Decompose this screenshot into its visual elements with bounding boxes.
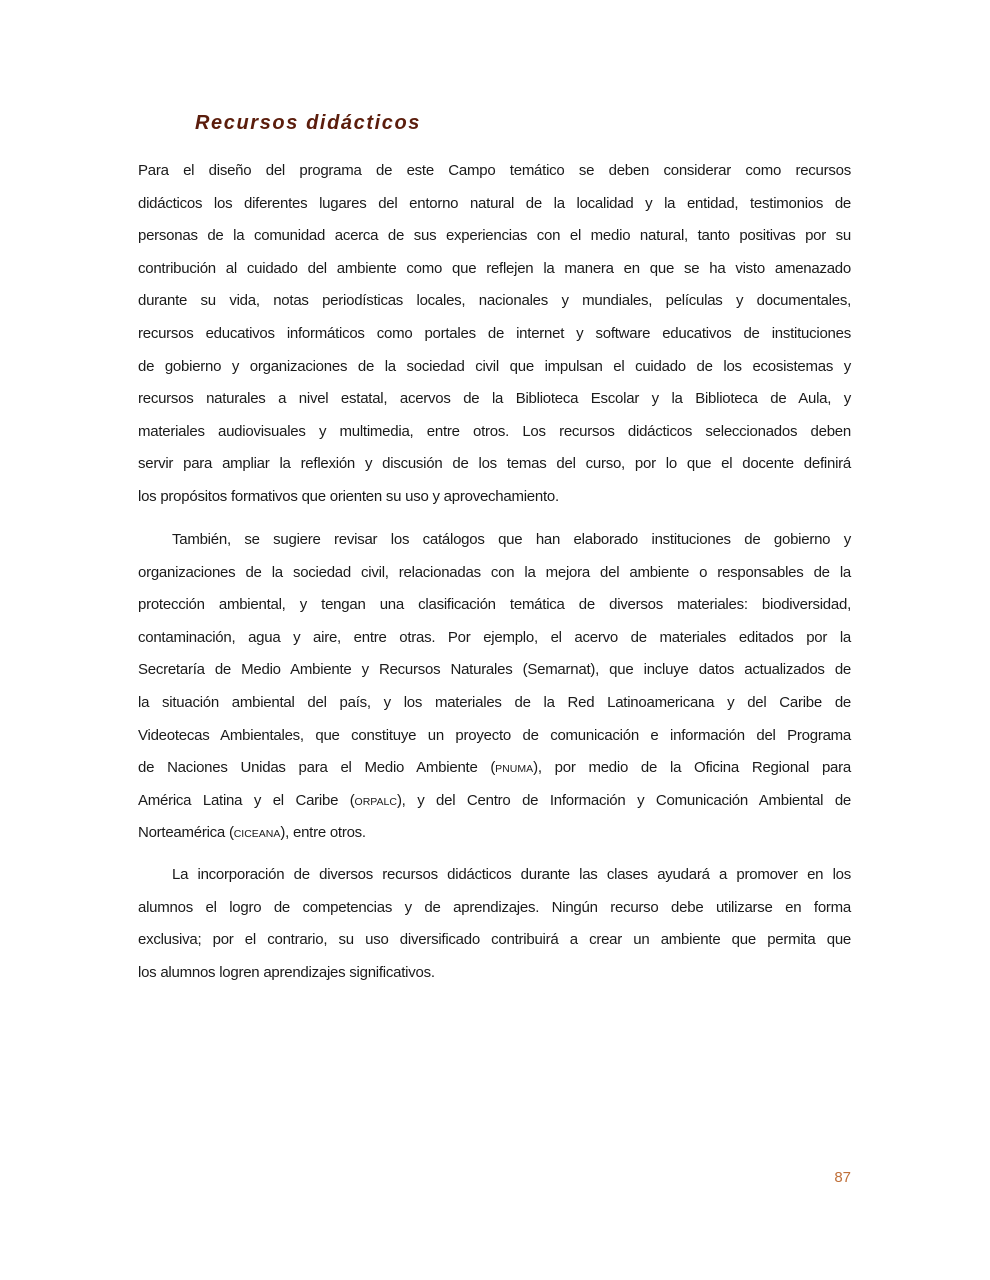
paragraph-2 [138, 524, 851, 850]
text-segment: materiales audiovisuales y multimedia, entre otros. Los recursos didácticos seleccionados deben [138, 422, 851, 440]
page-number: 87 [834, 1169, 851, 1186]
text-line [138, 524, 851, 557]
paragraph-1 [138, 155, 851, 514]
text-segment: Norteamérica ( [138, 824, 234, 842]
text-line [138, 285, 851, 318]
text-segment: didácticos los diferentes lugares del entorno natural de la localidad y la entidad, testimonios de [138, 194, 851, 212]
text-segment: personas de la comunidad acerca de sus experiencias con el medio natural, tanto positivas por su [138, 227, 851, 245]
text-segment: recursos educativos informáticos como portales de internet y software educativos de instituciones [138, 324, 851, 342]
text-segment: También, se sugiere revisar los catálogos que han elaborado instituciones de gobierno y [172, 531, 851, 548]
text-segment: organizaciones de la sociedad civil, relacionadas con la mejora del ambiente o responsables de la [138, 563, 851, 581]
text-segment: ), y del Centro de Información y Comunicación Ambiental de [396, 791, 852, 809]
text-segment: contaminación, agua y aire, entre otras. Por ejemplo, el acervo de materiales editados por la [138, 628, 851, 646]
text-segment: servir para ampliar la reflexión y discusión de los temas del curso, por lo que el docente definirá [138, 455, 851, 473]
text-segment: Videotecas Ambientales, que constituye un proyecto de comunicación e información del Programa [138, 726, 851, 744]
text-line [138, 220, 851, 253]
acronym: PNUMA [495, 763, 534, 776]
text-line [138, 622, 851, 655]
paragraph-3 [138, 859, 851, 989]
text-segment: recursos naturales a nivel estatal, acervos de la Biblioteca Escolar y la Biblioteca de Aula, y [138, 390, 851, 408]
text-line [138, 892, 851, 925]
text-line [138, 383, 851, 416]
text-segment: ), por medio de la Oficina Regional para [533, 759, 851, 777]
text-line [138, 859, 851, 892]
text-segment: protección ambiental, y tengan una clasificación temática de diversos materiales: biodiversidad, [138, 596, 851, 614]
text-segment: de gobierno y organizaciones de la sociedad civil que impulsan el cuidado de los ecosistemas y [138, 357, 851, 375]
text-segment: América Latina y el Caribe ( [138, 791, 355, 809]
text-line [138, 924, 851, 957]
text-line [138, 253, 851, 286]
text-segment: contribución al cuidado del ambiente como que reflejen la manera en que se ha visto amenazado [138, 259, 851, 277]
text-line [138, 817, 851, 850]
text-line [138, 957, 851, 990]
text-segment: la situación ambiental del país, y los materiales de la Red Latinoamericana y del Caribe de [138, 693, 851, 711]
text-line [138, 752, 851, 785]
text-segment: exclusiva; por el contrario, su uso diversificado contribuirá a crear un ambiente que permita que [138, 931, 851, 949]
text-segment: La incorporación de diversos recursos didácticos durante las clases ayudará a promover en los [172, 866, 851, 883]
acronym: ORPALC [354, 795, 397, 808]
text-segment: los propósitos formativos que orienten su uso y aprovechamiento. [138, 487, 559, 505]
text-line [138, 448, 851, 481]
text-segment: Secretaría de Medio Ambiente y Recursos Naturales (Semarnat), que incluye datos actualizados de [138, 661, 851, 679]
text-line [138, 589, 851, 622]
text-segment: ), entre otros. [280, 824, 366, 842]
text-line [138, 785, 851, 818]
text-segment: de Naciones Unidas para el Medio Ambiente ( [138, 759, 496, 777]
text-line [138, 557, 851, 590]
text-line [138, 687, 851, 720]
text-line [138, 481, 851, 514]
text-segment: alumnos el logro de competencias y de aprendizajes. Ningún recurso debe utilizarse en forma [138, 898, 851, 916]
text-line [138, 720, 851, 753]
acronym: CICEANA [233, 828, 281, 841]
text-segment: Para el diseño del programa de este Campo temático se deben considerar como recursos [138, 162, 851, 179]
text-line [138, 318, 851, 351]
section-heading: Recursos didácticos [195, 112, 422, 134]
text-segment: los alumnos logren aprendizajes significativos. [138, 963, 435, 981]
text-line [138, 351, 851, 384]
text-line [138, 188, 851, 221]
text-segment: durante su vida, notas periodísticas locales, nacionales y mundiales, películas y documentales, [138, 292, 851, 310]
text-line [138, 654, 851, 687]
text-line [138, 155, 851, 188]
text-line [138, 416, 851, 449]
